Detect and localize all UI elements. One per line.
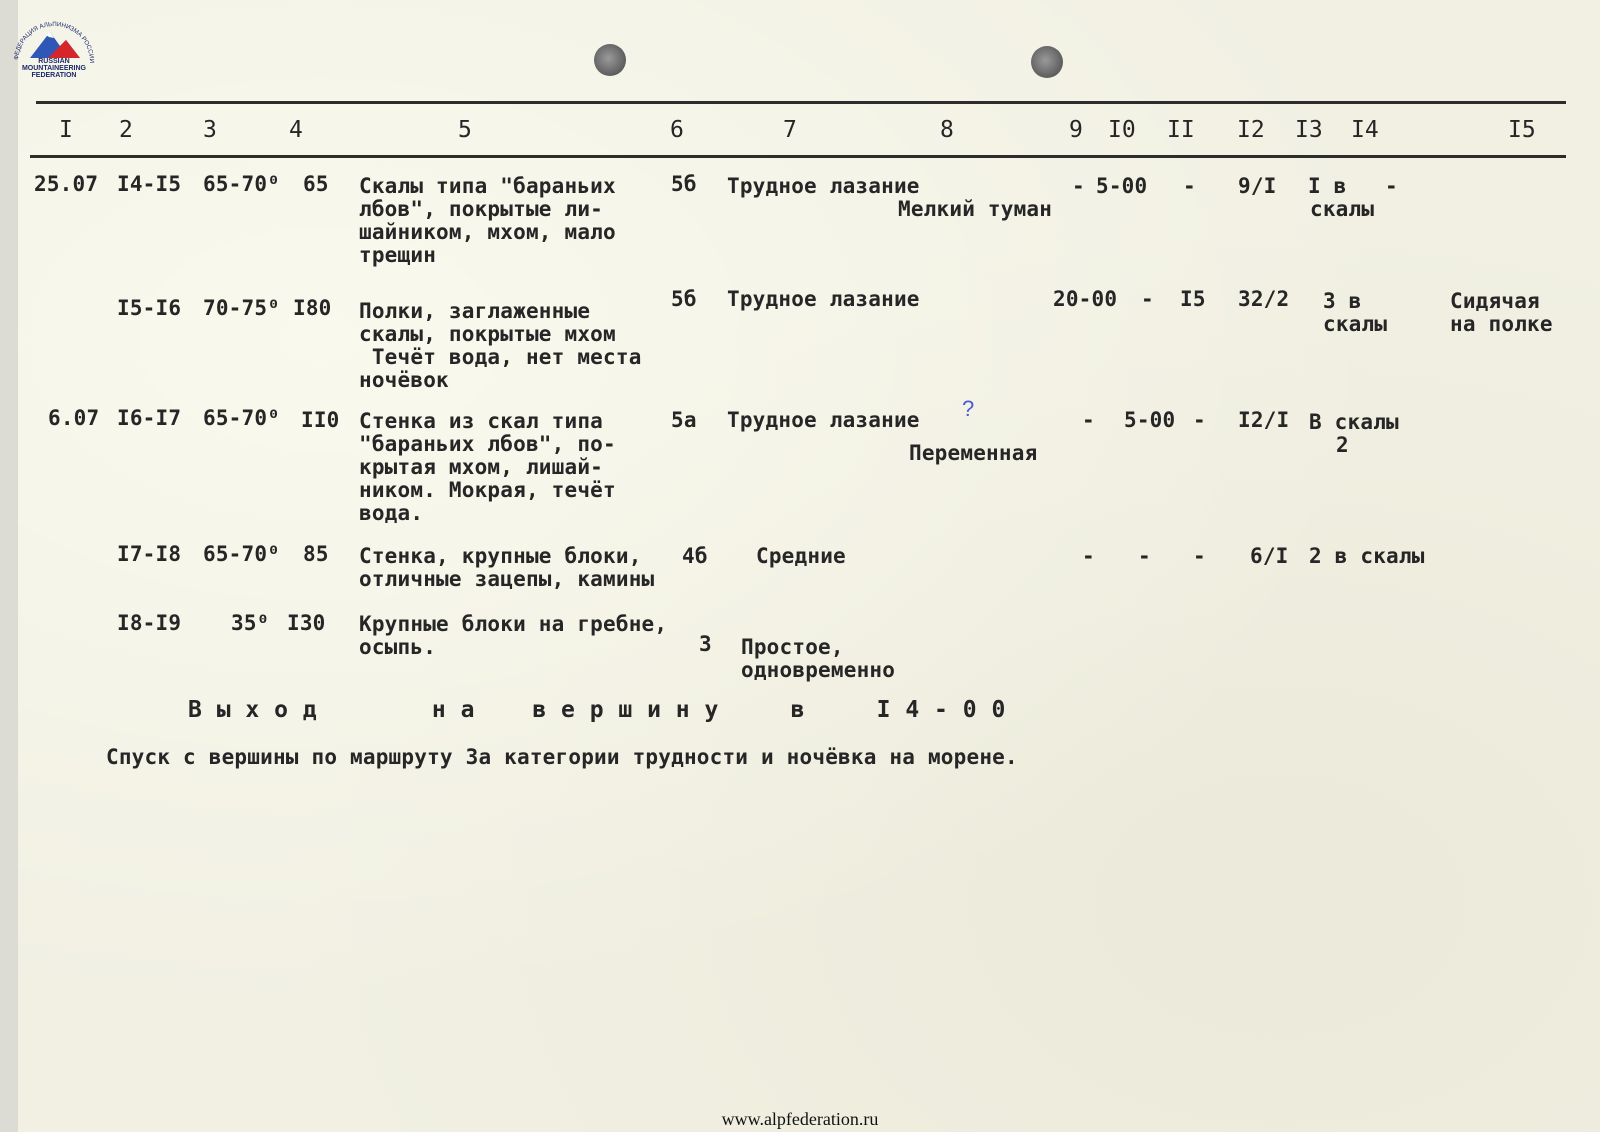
row-date: 6.07 (48, 406, 100, 430)
row-climbing: Средние (756, 544, 846, 568)
row-date: 25.07 (34, 172, 99, 196)
row-col13: В скалы (1309, 410, 1399, 434)
row-col9: - (1082, 544, 1095, 568)
row-col15-line: на полке (1450, 312, 1553, 336)
col-header-10: I0 (1108, 117, 1136, 143)
punch-hole (594, 44, 626, 76)
col-header-15: I5 (1508, 117, 1536, 143)
row-col15-line: Сидячая (1450, 289, 1540, 313)
row-steepness: 65-70⁰ (203, 406, 281, 430)
row-terrain-line: шайником, мхом, мало (359, 220, 616, 244)
row-terrain-line: ночёвок (359, 368, 449, 392)
col-header-13: I3 (1295, 117, 1323, 143)
logo-name-1: RUSSIAN (38, 58, 70, 65)
row-terrain-line: лбов", покрытые ли- (359, 197, 604, 221)
row-col13: 3 в (1323, 289, 1362, 313)
row-terrain-line: Крупные блоки на гребне, (359, 612, 668, 636)
row-col14: - (1385, 174, 1398, 198)
row-col9: - (1072, 174, 1085, 198)
row-length: I30 (287, 611, 326, 635)
row-terrain-line: отличные зацепы, камины (359, 567, 655, 591)
header-rule (30, 155, 1566, 158)
row-terrain-line: Скалы типа "бараньих (359, 174, 616, 198)
row-weather: Мелкий туман (898, 197, 1053, 221)
row-col12: 32/2 (1238, 287, 1290, 311)
row-category: 5б (671, 287, 697, 311)
row-steepness: 65-70⁰ (203, 542, 281, 566)
row-section: I7-I8 (117, 542, 182, 566)
row-length: 85 (303, 542, 329, 566)
col-header-5: 5 (458, 117, 472, 143)
col-header-2: 2 (119, 117, 133, 143)
row-climbing: Трудное лазание (727, 408, 920, 432)
row-category: 5б (671, 172, 697, 196)
row-col12: I2/I (1238, 408, 1290, 432)
row-terrain-line: крытая мхом, лишай- (359, 455, 604, 479)
row-steepness: 35⁰ (231, 611, 270, 635)
row-terrain-line: Стенка из скал типа (359, 409, 604, 433)
col-header-9: 9 (1069, 117, 1083, 143)
row-category: 4б (682, 544, 708, 568)
col-header-6: 6 (670, 117, 684, 143)
col-header-11: II (1167, 117, 1195, 143)
row-col12: 9/I (1238, 174, 1277, 198)
row-length: II0 (301, 408, 340, 432)
row-terrain-line: осыпь. (359, 635, 437, 659)
row-terrain-line: вода. (359, 501, 424, 525)
col-header-12: I2 (1237, 117, 1265, 143)
row-climbing-line: Простое, (741, 635, 844, 659)
row-category: 5а (671, 408, 697, 432)
row-terrain-line: трещин (359, 243, 437, 267)
row-terrain-line: "бараньих лбов", по- (359, 432, 616, 456)
row-category: 3 (699, 632, 712, 656)
row-col10: 5-00 (1124, 408, 1176, 432)
row-col13b: 2 (1336, 433, 1349, 457)
row-section: I5-I6 (117, 296, 182, 320)
handwritten-question-mark: ? (962, 396, 975, 421)
logo-name-2: MOUNTAINEERING (21, 65, 87, 72)
row-weather: Переменная (909, 441, 1038, 465)
summit-time-line: В ы х о д н а в е р ш и н у в I 4 - 0 0 (188, 697, 1006, 723)
footer-url[interactable]: www.alpfederation.ru (721, 1109, 879, 1129)
row-col11: - (1193, 544, 1206, 568)
row-col13b: скалы (1323, 312, 1388, 336)
row-terrain-line: скалы, покрытые мхом (359, 322, 616, 346)
row-col10: - (1138, 544, 1151, 568)
row-col12: 6/I (1250, 544, 1289, 568)
logo-arc-text: ФЕДЕРАЦИЯ АЛЬПИНИЗМА РОССИИ (13, 20, 96, 64)
row-col11: I5 (1180, 287, 1206, 311)
row-climbing-line: одновременно (741, 658, 896, 682)
row-section: I6-I7 (117, 406, 182, 430)
row-terrain-line: ником. Мокрая, течёт (359, 478, 616, 502)
row-col13: I в (1308, 174, 1347, 198)
row-col9: 20-00 (1053, 287, 1118, 311)
logo-caption (8, 58, 100, 79)
row-terrain-line: Полки, заглаженные (359, 299, 591, 323)
row-section: I4-I5 (117, 172, 182, 196)
col-header-3: 3 (203, 117, 217, 143)
row-col10: - (1141, 287, 1154, 311)
descent-note: Спуск с вершины по маршруту 3а категории трудности и ночёвка на морене. (106, 745, 1018, 769)
scan-edge (0, 0, 18, 1132)
row-steepness: 70-75⁰ (203, 296, 281, 320)
row-col13b: скалы (1310, 197, 1375, 221)
row-climbing: Трудное лазание (727, 174, 920, 198)
row-col11: - (1193, 408, 1206, 432)
punch-hole (1031, 46, 1063, 78)
col-header-1: I (59, 117, 73, 143)
row-col13: 2 в скалы (1309, 544, 1425, 568)
row-steepness: 65-70⁰ (203, 172, 281, 196)
row-length: 65 (303, 172, 329, 196)
row-climbing: Трудное лазание (727, 287, 920, 311)
row-terrain-line: Течёт вода, нет места (359, 345, 642, 369)
row-col11: - (1183, 174, 1196, 198)
col-header-4: 4 (289, 117, 303, 143)
col-header-8: 8 (940, 117, 954, 143)
logo-name-3: FEDERATION (31, 72, 77, 79)
row-section: I8-I9 (117, 611, 182, 635)
top-rule (36, 101, 1566, 104)
col-header-7: 7 (783, 117, 797, 143)
row-col9: - (1082, 408, 1095, 432)
row-col10: 5-00 (1096, 174, 1148, 198)
row-length: I80 (293, 296, 332, 320)
row-terrain-line: Стенка, крупные блоки, (359, 544, 642, 568)
col-header-14: I4 (1351, 117, 1379, 143)
